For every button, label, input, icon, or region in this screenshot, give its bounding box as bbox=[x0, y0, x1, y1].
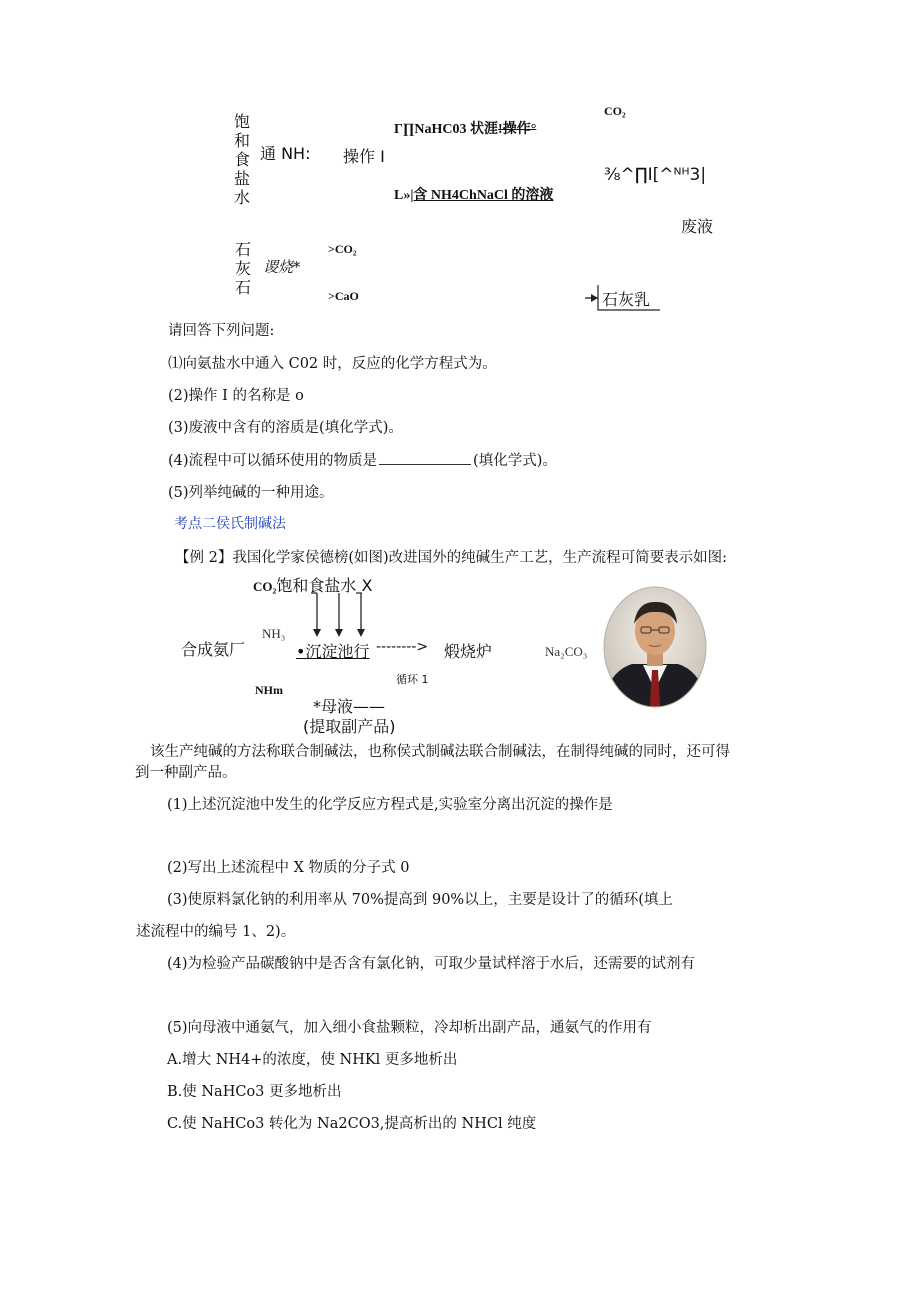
question-4: (4)流程中可以循环使用的物质是 (填化学式)。 bbox=[168, 453, 557, 469]
byproduct-label: (提取副产品) bbox=[303, 717, 396, 736]
add-nh3-label: 通 NH: bbox=[260, 144, 311, 163]
co2-top-label: CO₂ bbox=[604, 104, 626, 118]
option-a: A.增大 NH4+的浓度，使 NHKl 更多地析出 bbox=[167, 1052, 458, 1068]
question-2: (2)操作 I 的名称是 o bbox=[168, 388, 304, 404]
operation1-label: 操作 I bbox=[343, 147, 385, 166]
nh3-label: NH₃ bbox=[262, 626, 286, 641]
example-intro: 【例 2】我国化学家侯德榜(如图)改进国外的纯碱生产工艺，生产流程可简要表示如图: bbox=[175, 550, 728, 566]
precipitation-tank-label: •沉淀池行 bbox=[296, 642, 370, 661]
furnace-label: 煅烧炉 bbox=[444, 642, 493, 661]
question-1: ⑴向氨盐水中通入 C02 时，反应的化学方程式为。 bbox=[168, 356, 497, 372]
cao-output-label: >CaO bbox=[328, 289, 359, 303]
body-question-5: (5)向母液中通氨气，加入细小食盐颗粒，冷却析出副产品，通氨气的作用有 bbox=[167, 1020, 652, 1036]
top-branch-label: Γ∏NaHC03 状涯!操作° bbox=[394, 122, 537, 137]
paragraph-line-2: 到一种副产品。 bbox=[135, 765, 237, 781]
body-question-3-line-1: (3)使原料氯化钠的利用率从 70%提高到 90%以上，主要是设计了的循环(填上 bbox=[167, 892, 673, 908]
body-question-3-line-2: 述流程中的编号 1、2)。 bbox=[136, 924, 296, 940]
limestone-label: 石 灰 石 bbox=[235, 240, 252, 297]
brine-label: 饱 和 食 盐 水 bbox=[234, 112, 251, 207]
cycle1-label: 循环 1 bbox=[396, 673, 429, 686]
flow-arrow-text: --------> bbox=[376, 639, 429, 655]
waste-liquid-label: 废液 bbox=[681, 217, 714, 236]
bottom-branch-label: L»|含 NH4ChNaCl 的溶液 bbox=[394, 188, 554, 203]
body-question-1: (1)上述沉淀池中发生的化学反应方程式是,实验室分离出沉淀的操作是 bbox=[167, 797, 613, 813]
calcine-label: 谡烧* bbox=[263, 258, 301, 276]
body-question-4: (4)为检验产品碳酸钠中是否含有氯化钠，可取少量试样溶于水后，还需要的试剂有 bbox=[167, 956, 696, 972]
question-3: (3)废液中含有的溶质是(填化学式)。 bbox=[168, 420, 403, 436]
option-c: C.使 NaHCo3 转化为 Na2CO3,提高析出的 NHCl 纯度 bbox=[167, 1116, 537, 1132]
option-b: B.使 NaHCo3 更多地析出 bbox=[167, 1084, 342, 1100]
top-inputs: CO₂饱和食盐水 X bbox=[253, 576, 373, 595]
co2-output-label: >CO₂ bbox=[328, 242, 357, 256]
section-heading: 考点二侯氏制碱法 bbox=[174, 516, 286, 532]
body-question-2: (2)写出上述流程中 X 物质的分子式 0 bbox=[167, 860, 410, 876]
paragraph-line-1: 该生产纯碱的方法称联合制碱法，也称侯式制碱法联合制碱法，在制得纯碱的同时，还可得 bbox=[150, 744, 730, 760]
lime-milk-label: 石灰乳 bbox=[602, 290, 651, 309]
mother-liquor-label: *母液—— bbox=[313, 697, 386, 716]
na2co3-label: Na₂CO₃ bbox=[545, 644, 588, 659]
right-formula: ⅜^∏I[^ᴺᴴ3| bbox=[604, 165, 707, 185]
nhm-label: NHm bbox=[255, 683, 283, 697]
questions-intro: 请回答下列问题: bbox=[168, 323, 275, 339]
ammonia-plant-label: 合成氨厂 bbox=[181, 640, 246, 659]
question-5: (5)列举纯碱的一种用途。 bbox=[168, 485, 334, 501]
